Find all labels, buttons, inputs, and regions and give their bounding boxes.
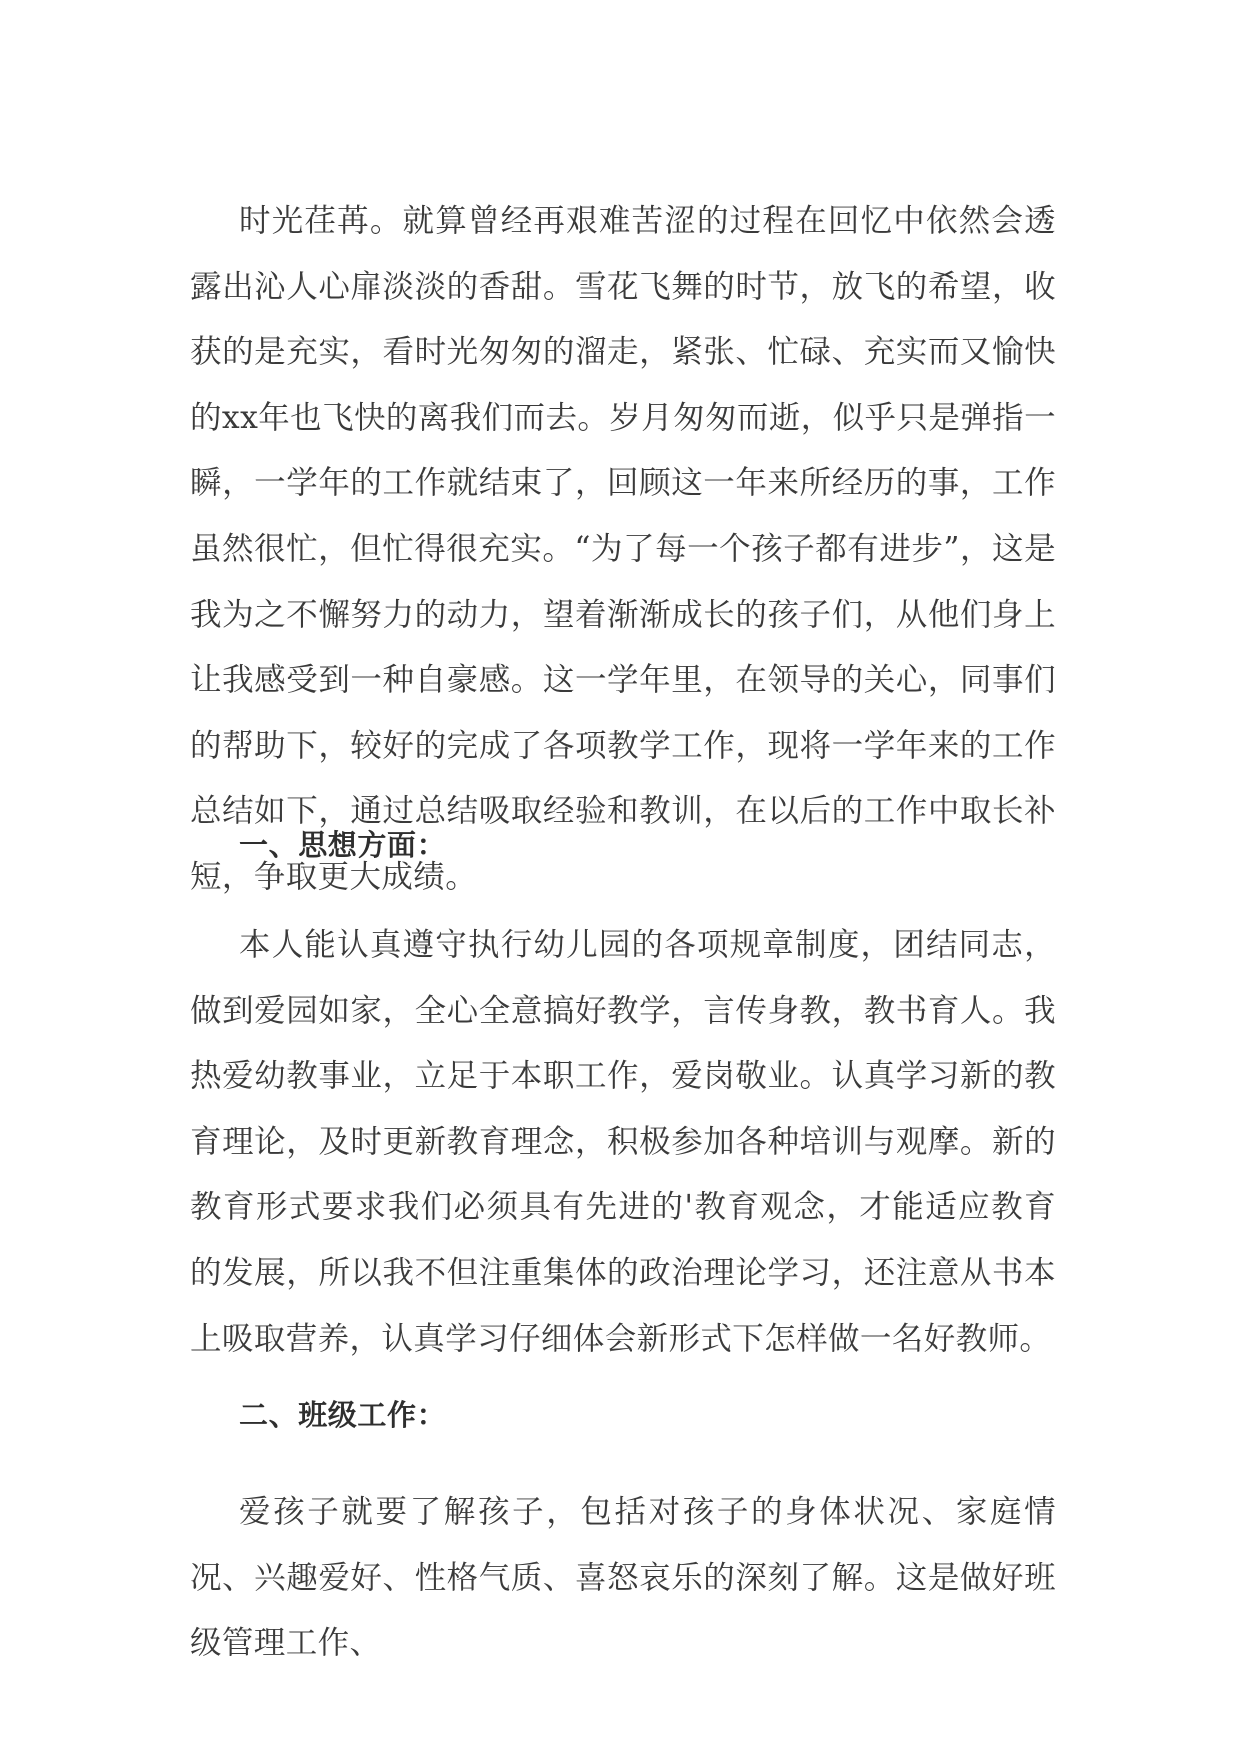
section-heading-thought: 一、思想方面： — [239, 828, 447, 862]
intro-paragraph: 时光荏苒。就算曾经再艰难苦涩的过程在回忆中依然会透露出沁人心扉淡淡的香甜。雪花飞舞的时节，放飞的希望，收获的是充实，看时光匆匆的溜走，紧张、忙碌、充实而又愉快的xx年也飞快的离我们而去。岁月匆匆而逝，似乎只是弹指一瞬，一学年的工作就结束了，回顾这一年来所经历的事，工作虽然很忙，但忙得很充实。“为了每一个孩子都有进步”，这是我为之不懈努力的动力，望着渐渐成长的孩子们，从他们身上让我感受到一种自豪感。这一学年里，在领导的关心，同事们的帮助下，较好的完成了各项教学工作，现将一学年来的工作总结如下，通过总结吸取经验和教训，在以后的工作中取长补短，争取更大成绩。 — [190, 203, 1056, 895]
section-paragraph-thought: 本人能认真遵守执行幼儿园的各项规章制度，团结同志，做到爱园如家，全心全意搞好教学，言传身教，教书育人。我热爱幼教事业，立足于本职工作，爱岗敬业。认真学习新的教育理论，及时更新教育理念，积极参加各种培训与观摩。新的教育形式要求我们必须具有先进的'教育观念，才能适应教育的发展，所以我不但注重集体的政治理论学习，还注意从书本上吸取营养，认真学习仔细体会新形式下怎样做一名好教师。 — [190, 927, 1056, 1357]
section-heading-class-work: 二、班级工作： — [239, 1398, 447, 1432]
section-paragraph-class-work: 爱孩子就要了解孩子，包括对孩子的身体状况、家庭情况、兴趣爱好、性格气质、喜怒哀乐的深刻了解。这是做好班级管理工作、 — [190, 1494, 1056, 1662]
